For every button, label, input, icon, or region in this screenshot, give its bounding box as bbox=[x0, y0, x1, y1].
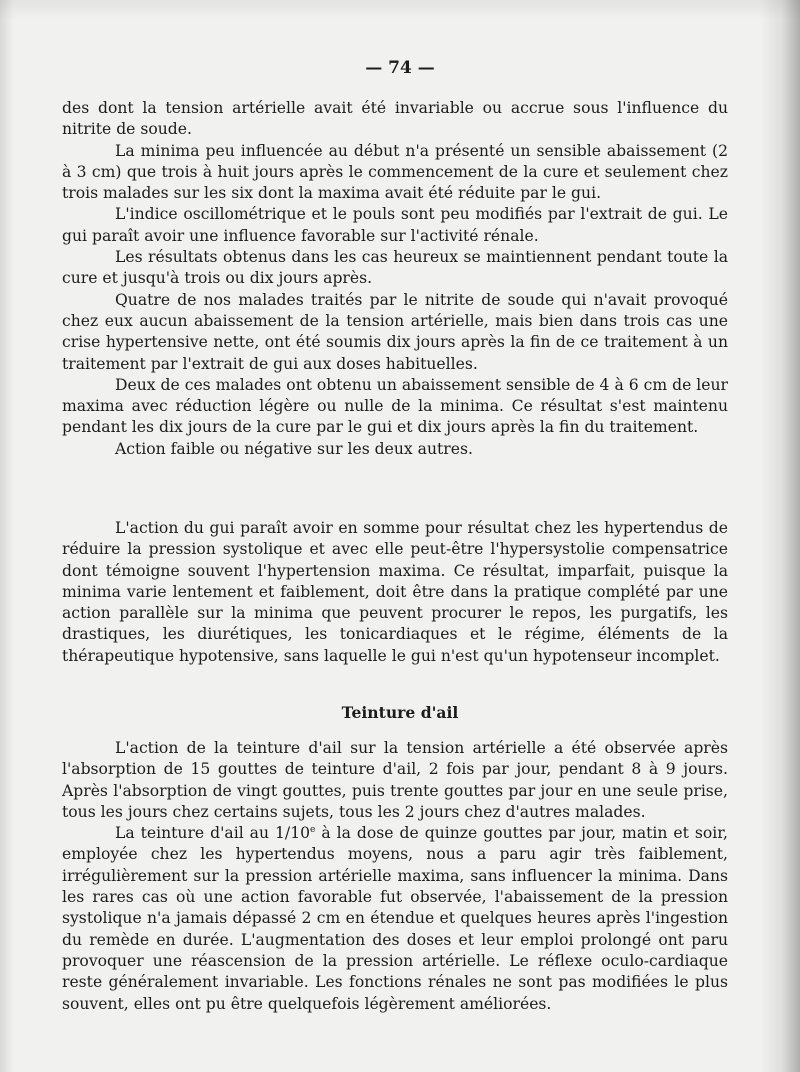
paragraph-start: La teinture d'ail au 1/10 bbox=[115, 824, 311, 843]
text-block-top bbox=[62, 98, 728, 460]
paragraph: L'indice oscillométrique et le pouls sont peu modifiés par l'extrait de gui. Le gui paraît avoir une influence favorable sur l'activité rénale. bbox=[62, 205, 728, 245]
paragraph bbox=[62, 823, 728, 1015]
paragraph-rest: à la dose de quinze gouttes par jour, matin et soir, employée chez les hypertendus moyens, nous a paru agir très faiblement, irrégulièrement sur la pression artérielle maxima, sans influencer la minima. Dans les rares cas où une action favorable fut observée, l'abaissement de la pression systolique n'a jamais dépassé 2 cm en étendue et quelques heures après l'ingestion du remède en durée. L'augmentation des doses et leur emploi prolongé ont paru provoquer une réascension de la pression artérielle. Le réflexe oculo-cardiaque reste généralement invariable. Les fonctions rénales ne sont pas modifiées le plus souvent, elles ont pu être quelquefois légèrement améliorées. bbox=[62, 824, 728, 1013]
text-block-middle bbox=[62, 518, 728, 667]
paragraph: La minima peu influencée au début n'a présenté un sensible abaissement (2 à 3 cm) que trois à huit jours après le commencement de la cure et seulement chez trois malades sur les six dont la maxima avait été réduite par le gui. bbox=[62, 141, 728, 203]
paragraph: L'action du gui paraît avoir en somme pour résultat chez les hypertendus de réduire la pression systolique et avec elle peut-être l'hypersystolie compensatrice dont témoigne souvent l'hypertension maxima. Ce résultat, imparfait, puisque la minima varie lentement et faiblement, doit être dans la pratique complété par une action parallèle sur la minima que peuvent procurer le repos, les purgatifs, les drastiques, les diurétiques, les tonicardiaques et le régime, éléments de la thérapeutique hypotensive, sans laquelle le gui n'est qu'un hypotenseur incomplet. bbox=[62, 519, 728, 665]
paragraph: Action faible ou négative sur les deux autres. bbox=[115, 439, 473, 458]
paragraph: Quatre de nos malades traités par le nitrite de soude qui n'avait provoqué chez eux aucun abaissement de la tension artérielle, mais bien dans trois cas une crise hypertensive nette, ont été soumis dix jours après la fin de ce traitement à un traitement par l'extrait de gui aux doses habituelles. bbox=[62, 290, 728, 373]
paragraph: L'action de la teinture d'ail sur la tension artérielle a été observée après l'absorption de 15 gouttes de teinture d'ail, 2 fois par jour, pendant 8 à 9 jours. Après l'absorption de vingt gouttes, puis trente gouttes par jour en une seule prise, tous les jours chez certains sujets, tous les 2 jours chez d'autres malades. bbox=[62, 739, 728, 821]
text-block-bottom bbox=[62, 738, 728, 1015]
page-number: — 74 — bbox=[365, 58, 435, 78]
ordinal-superscript: e bbox=[310, 825, 316, 835]
section-heading: Teinture d'ail bbox=[341, 703, 459, 722]
paragraph: Les résultats obtenus dans les cas heureux se maintiennent pendant toute la cure et jusqu'à trois ou dix jours après. bbox=[62, 248, 728, 288]
paragraph: Deux de ces malades ont obtenu un abaissement sensible de 4 à 6 cm de leur maxima avec réduction légère ou nulle de la minima. Ce résultat s'est maintenu pendant les dix jours de la cure par le gui et dix jours après la fin du traitement. bbox=[62, 375, 728, 437]
paragraph: des dont la tension artérielle avait été invariable ou accrue sous l'influence du nitrite de soude. bbox=[62, 99, 728, 139]
